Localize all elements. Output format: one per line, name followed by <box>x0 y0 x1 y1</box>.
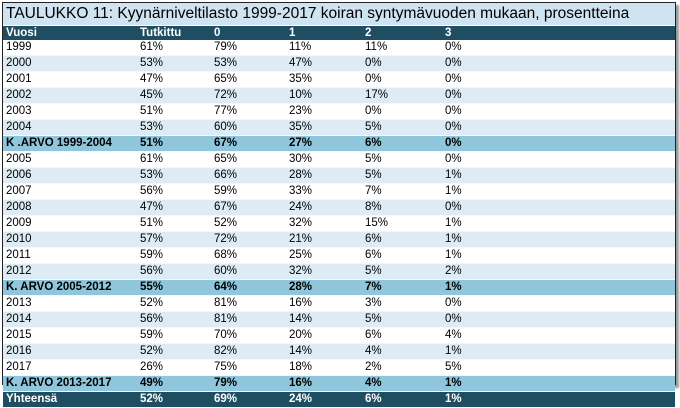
grade-3-cell: 0% <box>442 152 675 168</box>
table-row <box>3 168 675 184</box>
grade-3-cell: 2% <box>442 264 675 280</box>
table-row <box>3 72 675 88</box>
grade-2-cell: 0% <box>362 104 442 120</box>
year-cell: 2015 <box>3 328 137 344</box>
examined-cell: 59% <box>137 328 211 344</box>
grade-2-cell: 7% <box>362 280 442 296</box>
grade-2-cell: 5% <box>362 120 442 136</box>
grade-2-cell: 5% <box>362 152 442 168</box>
statistics-table <box>3 26 675 408</box>
table-row <box>3 296 675 312</box>
year-cell: 2010 <box>3 232 137 248</box>
grade-0-cell: 75% <box>211 360 286 376</box>
grade-0-cell: 81% <box>211 296 286 312</box>
grade-2-cell: 5% <box>362 264 442 280</box>
grade-3-cell: 0% <box>442 56 675 72</box>
grade-0-cell: 79% <box>211 376 286 392</box>
grade-3-cell: 0% <box>442 136 675 152</box>
grade-3-cell: 5% <box>442 360 675 376</box>
examined-cell: 47% <box>137 72 211 88</box>
table-row <box>3 104 675 120</box>
grade-1-cell: 14% <box>286 312 362 328</box>
column-header-grade-1: 1 <box>286 26 362 40</box>
grade-2-cell: 6% <box>362 248 442 264</box>
grade-1-cell: 28% <box>286 280 362 296</box>
examined-cell: 56% <box>137 312 211 328</box>
grade-2-cell: 11% <box>362 40 442 56</box>
examined-cell: 52% <box>137 392 211 408</box>
grade-0-cell: 67% <box>211 200 286 216</box>
grade-0-cell: 52% <box>211 216 286 232</box>
year-cell: 2011 <box>3 248 137 264</box>
grade-2-cell: 0% <box>362 56 442 72</box>
year-cell: 2017 <box>3 360 137 376</box>
year-cell: K .ARVO 1999-2004 <box>3 136 137 152</box>
table-row <box>3 232 675 248</box>
table-row <box>3 56 675 72</box>
grade-1-cell: 33% <box>286 184 362 200</box>
grade-0-cell: 59% <box>211 184 286 200</box>
examined-cell: 56% <box>137 264 211 280</box>
year-cell: 2002 <box>3 88 137 104</box>
grade-2-cell: 6% <box>362 232 442 248</box>
total-row <box>3 392 675 408</box>
grade-0-cell: 65% <box>211 72 286 88</box>
year-cell: 2001 <box>3 72 137 88</box>
grade-2-cell: 6% <box>362 328 442 344</box>
grade-0-cell: 72% <box>211 88 286 104</box>
grade-2-cell: 0% <box>362 72 442 88</box>
examined-cell: 52% <box>137 344 211 360</box>
year-cell: K. ARVO 2005-2012 <box>3 280 137 296</box>
grade-1-cell: 25% <box>286 248 362 264</box>
table-row <box>3 88 675 104</box>
grade-1-cell: 20% <box>286 328 362 344</box>
year-cell: K. ARVO 2013-2017 <box>3 376 137 392</box>
grade-1-cell: 24% <box>286 200 362 216</box>
grade-1-cell: 10% <box>286 88 362 104</box>
examined-cell: 56% <box>137 184 211 200</box>
grade-0-cell: 65% <box>211 152 286 168</box>
examined-cell: 55% <box>137 280 211 296</box>
examined-cell: 51% <box>137 136 211 152</box>
grade-2-cell: 2% <box>362 360 442 376</box>
table-row <box>3 248 675 264</box>
examined-cell: 61% <box>137 152 211 168</box>
grade-3-cell: 1% <box>442 248 675 264</box>
grade-1-cell: 30% <box>286 152 362 168</box>
grade-1-cell: 35% <box>286 120 362 136</box>
grade-0-cell: 81% <box>211 312 286 328</box>
grade-3-cell: 0% <box>442 120 675 136</box>
year-cell: 2016 <box>3 344 137 360</box>
table-row <box>3 264 675 280</box>
grade-3-cell: 0% <box>442 104 675 120</box>
table-row <box>3 216 675 232</box>
grade-0-cell: 60% <box>211 120 286 136</box>
grade-1-cell: 18% <box>286 360 362 376</box>
grade-1-cell: 16% <box>286 376 362 392</box>
examined-cell: 59% <box>137 248 211 264</box>
year-cell: 2009 <box>3 216 137 232</box>
year-cell: 2003 <box>3 104 137 120</box>
grade-3-cell: 1% <box>442 344 675 360</box>
grade-0-cell: 79% <box>211 40 286 56</box>
grade-3-cell: 0% <box>442 312 675 328</box>
grade-2-cell: 5% <box>362 312 442 328</box>
examined-cell: 45% <box>137 88 211 104</box>
table-frame <box>2 2 676 405</box>
grade-3-cell: 1% <box>442 392 675 408</box>
column-header-examined: Tutkittu <box>137 26 211 40</box>
year-cell: 2006 <box>3 168 137 184</box>
grade-2-cell: 6% <box>362 392 442 408</box>
grade-3-cell: 1% <box>442 280 675 296</box>
grade-1-cell: 24% <box>286 392 362 408</box>
examined-cell: 26% <box>137 360 211 376</box>
grade-1-cell: 28% <box>286 168 362 184</box>
grade-1-cell: 35% <box>286 72 362 88</box>
grade-2-cell: 5% <box>362 168 442 184</box>
grade-0-cell: 82% <box>211 344 286 360</box>
average-row <box>3 280 675 296</box>
grade-0-cell: 66% <box>211 168 286 184</box>
examined-cell: 53% <box>137 56 211 72</box>
examined-cell: 51% <box>137 216 211 232</box>
table-row <box>3 344 675 360</box>
grade-2-cell: 3% <box>362 296 442 312</box>
year-cell: 2014 <box>3 312 137 328</box>
examined-cell: 57% <box>137 232 211 248</box>
examined-cell: 47% <box>137 200 211 216</box>
table-row <box>3 184 675 200</box>
column-header-grade-2: 2 <box>362 26 442 40</box>
grade-0-cell: 64% <box>211 280 286 296</box>
grade-2-cell: 4% <box>362 376 442 392</box>
table-row <box>3 152 675 168</box>
average-row <box>3 136 675 152</box>
grade-2-cell: 8% <box>362 200 442 216</box>
grade-0-cell: 69% <box>211 392 286 408</box>
grade-1-cell: 16% <box>286 296 362 312</box>
examined-cell: 51% <box>137 104 211 120</box>
year-cell: 2012 <box>3 264 137 280</box>
grade-3-cell: 4% <box>442 328 675 344</box>
table-body <box>3 40 675 408</box>
table-row <box>3 40 675 56</box>
year-cell: 1999 <box>3 40 137 56</box>
grade-1-cell: 21% <box>286 232 362 248</box>
table-title: TAULUKKO 11: Kyynärniveltilasto 1999-2017 koiran syntymävuoden mukaan, prosentteina <box>3 3 675 26</box>
grade-0-cell: 60% <box>211 264 286 280</box>
grade-1-cell: 32% <box>286 264 362 280</box>
table-row <box>3 312 675 328</box>
year-cell: 2013 <box>3 296 137 312</box>
grade-0-cell: 53% <box>211 56 286 72</box>
column-header-year: Vuosi <box>3 26 137 40</box>
grade-0-cell: 68% <box>211 248 286 264</box>
table-row <box>3 328 675 344</box>
grade-0-cell: 72% <box>211 232 286 248</box>
grade-1-cell: 32% <box>286 216 362 232</box>
grade-3-cell: 0% <box>442 296 675 312</box>
table-row <box>3 200 675 216</box>
grade-2-cell: 7% <box>362 184 442 200</box>
year-cell: 2008 <box>3 200 137 216</box>
grade-2-cell: 15% <box>362 216 442 232</box>
grade-3-cell: 1% <box>442 232 675 248</box>
grade-3-cell: 1% <box>442 168 675 184</box>
year-cell: 2000 <box>3 56 137 72</box>
grade-0-cell: 67% <box>211 136 286 152</box>
grade-3-cell: 1% <box>442 376 675 392</box>
grade-3-cell: 0% <box>442 88 675 104</box>
grade-1-cell: 47% <box>286 56 362 72</box>
average-row <box>3 376 675 392</box>
grade-1-cell: 27% <box>286 136 362 152</box>
grade-1-cell: 11% <box>286 40 362 56</box>
grade-2-cell: 4% <box>362 344 442 360</box>
year-cell: 2007 <box>3 184 137 200</box>
grade-3-cell: 0% <box>442 200 675 216</box>
year-cell: Yhteensä <box>3 392 137 408</box>
examined-cell: 52% <box>137 296 211 312</box>
examined-cell: 61% <box>137 40 211 56</box>
grade-3-cell: 1% <box>442 216 675 232</box>
examined-cell: 49% <box>137 376 211 392</box>
column-header-grade-3: 3 <box>442 26 675 40</box>
header-row <box>3 26 675 40</box>
table-row <box>3 360 675 376</box>
examined-cell: 53% <box>137 120 211 136</box>
grade-3-cell: 1% <box>442 184 675 200</box>
grade-2-cell: 17% <box>362 88 442 104</box>
year-cell: 2004 <box>3 120 137 136</box>
column-header-grade-0: 0 <box>211 26 286 40</box>
grade-3-cell: 0% <box>442 40 675 56</box>
grade-0-cell: 70% <box>211 328 286 344</box>
grade-1-cell: 14% <box>286 344 362 360</box>
year-cell: 2005 <box>3 152 137 168</box>
examined-cell: 53% <box>137 168 211 184</box>
grade-3-cell: 0% <box>442 72 675 88</box>
grade-1-cell: 23% <box>286 104 362 120</box>
grade-0-cell: 77% <box>211 104 286 120</box>
grade-2-cell: 6% <box>362 136 442 152</box>
table-row <box>3 120 675 136</box>
